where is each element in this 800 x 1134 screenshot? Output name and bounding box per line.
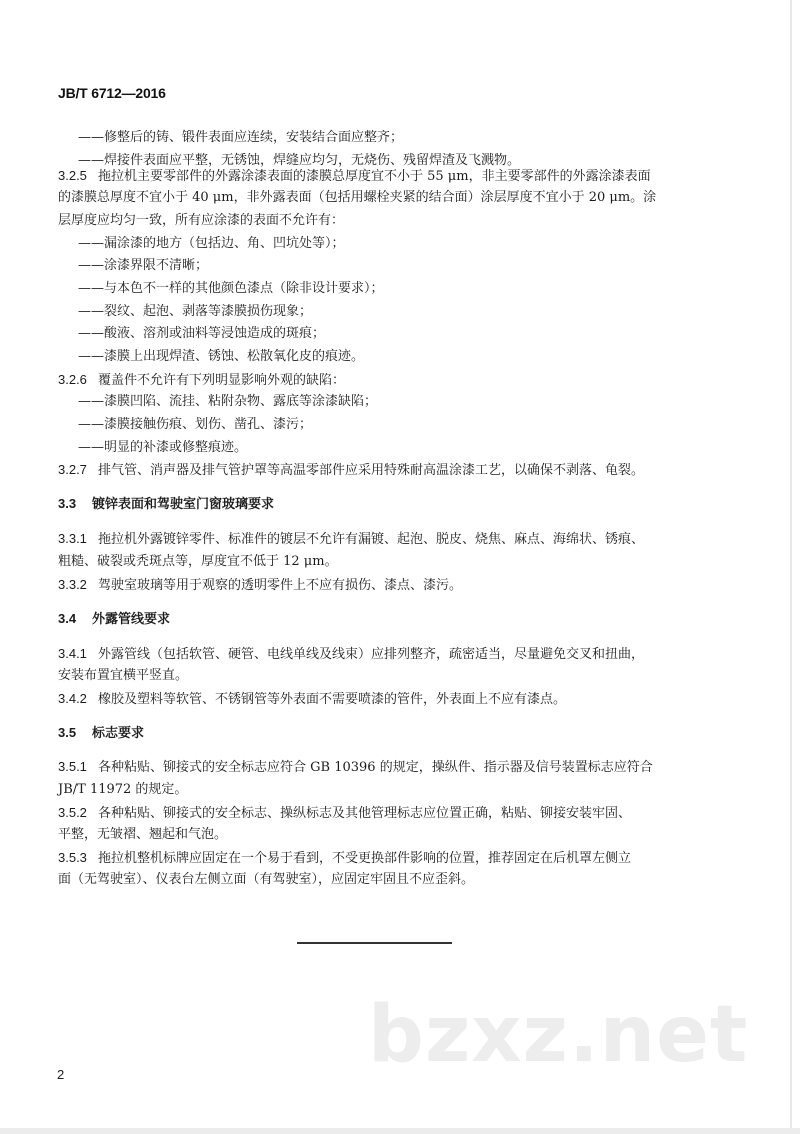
section-title: 外露管线要求 bbox=[92, 612, 171, 627]
section-number: 3.5 bbox=[58, 725, 77, 740]
clause-continuation: 粗糙、破裂或秃斑点等，厚度宜不低于 12 μm。 bbox=[58, 554, 338, 569]
page-edge-right bbox=[790, 0, 792, 1134]
section-heading-3-4 bbox=[58, 610, 170, 629]
clause-3-2-6 bbox=[58, 371, 345, 390]
clause-number: 3.5.2 bbox=[58, 805, 87, 820]
clause-number: 3.3.1 bbox=[58, 531, 87, 546]
clause-continuation: 安装布置宜横平竖直。 bbox=[58, 668, 189, 683]
section-title: 镀锌表面和驾驶室门窗玻璃要求 bbox=[92, 497, 275, 512]
list-item: ——修整后的铸、锻件表面应连续，安装结合面应整齐； bbox=[78, 130, 404, 145]
clause-3-5-3 bbox=[58, 849, 631, 868]
list-item: ——焊接件表面应平整，无锈蚀，焊缝应均匀，无烧伤、残留焊渣及飞溅物。 bbox=[78, 153, 521, 168]
section-heading-3-3 bbox=[58, 495, 274, 514]
clause-number: 3.5.3 bbox=[58, 850, 87, 865]
clause-number: 3.4.1 bbox=[58, 646, 87, 661]
section-number: 3.4 bbox=[58, 611, 77, 626]
section-number: 3.3 bbox=[58, 496, 77, 511]
list-item: ——漆膜接触伤痕、划伤、凿孔、漆污； bbox=[78, 417, 313, 432]
list-item: ——酸液、溶剂或油料等浸蚀造成的斑痕； bbox=[78, 326, 326, 341]
watermark: bzxz.net bbox=[368, 990, 749, 1080]
clause-3-5-2 bbox=[58, 804, 631, 823]
clause-3-3-2 bbox=[58, 576, 462, 595]
list-item: ——漏涂漆的地方（包括边、角、凹坑处等）； bbox=[78, 236, 345, 251]
clause-3-2-7 bbox=[58, 461, 644, 480]
clause-text: 拖拉机外露镀锌零件、标准件的镀层不允许有漏镀、起泡、脱皮、烧焦、麻点、海绵状、锈痕、 bbox=[98, 532, 645, 547]
list-item: ——与本色不一样的其他颜色漆点（除非设计要求）； bbox=[78, 281, 384, 296]
list-item: ——明显的补漆或修整痕迹。 bbox=[78, 440, 248, 455]
clause-3-2-5 bbox=[58, 167, 651, 186]
clause-number: 3.2.6 bbox=[58, 372, 87, 387]
clause-text: 各种粘贴、铆接式的安全标志应符合 GB 10396 的规定，操纵件、指示器及信号装置标志应符合 bbox=[98, 760, 653, 775]
list-item: ——涂漆界限不清晰； bbox=[78, 258, 209, 273]
clause-3-3-1 bbox=[58, 530, 644, 549]
end-of-document-rule bbox=[297, 942, 452, 944]
clause-text: 各种粘贴、铆接式的安全标志、操纵标志及其他管理标志应位置正确，粘贴、铆接安装牢固、 bbox=[98, 806, 632, 821]
clause-3-4-2 bbox=[58, 690, 566, 709]
clause-number: 3.2.5 bbox=[58, 168, 87, 183]
section-title: 标志要求 bbox=[92, 726, 145, 741]
clause-3-5-1 bbox=[58, 758, 653, 777]
clause-continuation: 面（无驾驶室）、仪表台左侧立面（有驾驶室），应固定牢固且不应歪斜。 bbox=[58, 872, 475, 887]
clause-number: 3.4.2 bbox=[58, 691, 87, 706]
list-item: ——裂纹、起泡、剥落等漆膜损伤现象； bbox=[78, 304, 313, 319]
clause-text: 橡胶及塑料等软管、不锈钢管等外表面不需要喷漆的管件，外表面上不应有漆点。 bbox=[98, 692, 567, 707]
page-number: 2 bbox=[57, 1067, 65, 1082]
clause-text: 驾驶室玻璃等用于观察的透明零件上不应有损伤、漆点、漆污。 bbox=[98, 578, 463, 593]
page-edge-bottom bbox=[0, 1128, 800, 1134]
clause-3-4-1 bbox=[58, 645, 644, 664]
section-heading-3-5 bbox=[58, 724, 144, 743]
clause-continuation: 的漆膜总厚度不宜小于 40 μm，非外露表面（包括用螺栓夹紧的结合面）涂层厚度不宜小于 20 μm。涂 bbox=[58, 190, 657, 205]
list-item: ——漆膜上出现焊渣、锈蚀、松散氧化皮的痕迹。 bbox=[78, 349, 365, 364]
clause-text: 拖拉机主要零部件的外露涂漆表面的漆膜总厚度宜不小于 55 μm，非主要零部件的外露涂漆表面 bbox=[98, 169, 651, 184]
clause-number: 3.5.1 bbox=[58, 759, 87, 774]
clause-text: 排气管、消声器及排气管护罩等高温零部件应采用特殊耐高温涂漆工艺，以确保不剥落、龟裂。 bbox=[98, 463, 645, 478]
clause-continuation: 平整，无皱褶、翘起和气泡。 bbox=[58, 827, 228, 842]
standard-code-header: JB/T 6712—2016 bbox=[58, 85, 166, 101]
clause-number: 3.2.7 bbox=[58, 462, 87, 477]
clause-continuation: JB/T 11972 的规定。 bbox=[58, 782, 188, 797]
clause-text: 拖拉机整机标牌应固定在一个易于看到，不受更换部件影响的位置，推荐固定在后机罩左侧立 bbox=[98, 851, 632, 866]
clause-number: 3.3.2 bbox=[58, 577, 87, 592]
clause-text: 覆盖件不允许有下列明显影响外观的缺陷： bbox=[98, 373, 346, 388]
clause-text: 外露管线（包括软管、硬管、电线单线及线束）应排列整齐，疏密适当，尽量避免交叉和扭曲， bbox=[98, 647, 645, 662]
clause-continuation: 层厚度应均匀一致，所有应涂漆的表面不允许有： bbox=[58, 213, 345, 228]
list-item: ——漆膜凹陷、流挂、粘附杂物、露底等涂漆缺陷； bbox=[78, 394, 378, 409]
